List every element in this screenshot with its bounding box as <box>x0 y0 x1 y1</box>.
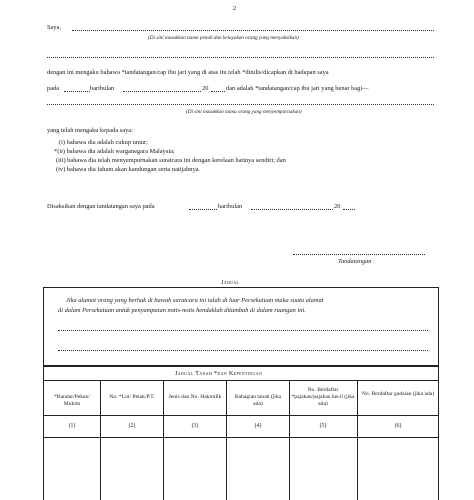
table-header-divider <box>43 415 439 416</box>
col-divider-1 <box>100 380 101 500</box>
col-divider-3 <box>226 380 227 500</box>
haribulan-label: haribulan <box>90 85 115 92</box>
col-num-5: (5) <box>319 423 327 429</box>
pada-day-line <box>64 91 90 92</box>
item-ii: *(ii) bahawa dia adalah warganegara Malaysia; <box>54 148 175 155</box>
col-divider-2 <box>163 380 164 500</box>
tandatangan-benar-text: dan adalah *tandatangan/cap ibu jari yang benar bagi— <box>226 85 369 92</box>
col-header-pajakan: No. Berdaftar *pajakan/pajakan kecil (jika ada) <box>291 387 355 407</box>
jadual-title: Jadual <box>221 279 240 286</box>
col-header-bandar: *Bandar/Pekan/ Mukim <box>54 394 90 407</box>
col-num-6: (6) <box>394 423 402 429</box>
executor-caption: (Di sini masukkan nama orang yang menyempurnakan) <box>186 109 302 115</box>
col-header-hakmilik: Jenis dan No. Hakmilik <box>168 394 222 400</box>
saya-caption: (Di sini masukkan nama penuh dan kelayakan orang yang menyaksikan) <box>148 35 299 41</box>
signature-caption: Tandatangan <box>338 258 372 265</box>
notice-text-1: Jika alamat orang yang berhak di bawah suratcara ini ialah di luar Persekutuan maka suatu alamat <box>66 297 324 304</box>
address-line-2 <box>58 350 428 351</box>
mengaku-intro: yang telah mengaku kepada saya: <box>47 127 133 134</box>
saya-qualification-line <box>47 57 434 58</box>
item-i: (i) bahawa dia adalah cukup umur; <box>59 139 148 146</box>
pada-month-line <box>123 91 201 92</box>
land-table-title: Jadual Tanah *dan Kepentingan <box>175 370 263 377</box>
land-table <box>43 366 439 500</box>
disaksikan-year-prefix: 20 <box>334 203 341 210</box>
notice-text-2: di dalam Persekutuan untuk penyampaian notis-notis hendaklah ditambah di dalam ruangan ini. <box>58 307 306 314</box>
table-title-divider <box>43 380 439 381</box>
col-num-2: (2) <box>128 423 136 429</box>
disaksikan-text: Disaksikan dengan tandatangan saya pada <box>47 203 155 210</box>
executor-name-line <box>47 104 434 105</box>
year-prefix: 20 <box>202 85 209 92</box>
signature-line <box>293 254 425 255</box>
disaksikan-month-line <box>251 209 333 210</box>
saya-name-line <box>72 30 434 31</box>
col-divider-4 <box>289 380 290 500</box>
disaksikan-year-line <box>343 209 355 210</box>
item-iv: (iv) bahawa dia faham akan kandungan serta natijahnya. <box>56 166 201 173</box>
col-header-lot: No. *Lot/ Petak/P.T. <box>109 394 155 400</box>
col-num-4: (4) <box>254 423 262 429</box>
pada-label: pada <box>47 85 60 92</box>
col-divider-5 <box>357 380 358 500</box>
col-header-gadaian: No. Berdaftar gadaian (jika ada) <box>361 391 435 397</box>
page-number: 2 <box>233 5 237 12</box>
disaksikan-haribulan: haribulan <box>218 203 243 210</box>
saya-label: Saya, <box>47 24 62 31</box>
pada-year-line <box>211 91 225 92</box>
disaksikan-day-line <box>189 209 217 210</box>
col-num-3: (3) <box>191 423 199 429</box>
col-header-bahagian: Bahagian tanah (jika ada) <box>234 394 282 407</box>
table-number-divider <box>43 437 439 438</box>
col-num-1: (1) <box>68 423 76 429</box>
item-iii: (iii) bahawa dia telah menyempurnakan suratcara ini dengan kerelaan hatinya sendiri; dan <box>56 157 286 164</box>
mengaku-line: dengan ini mengaku bahawa *tandatangan/cap ibu jari yang di atas itu telah *ditulis/dicapkan di hadapan saya <box>47 69 329 76</box>
address-line-1 <box>58 330 428 331</box>
